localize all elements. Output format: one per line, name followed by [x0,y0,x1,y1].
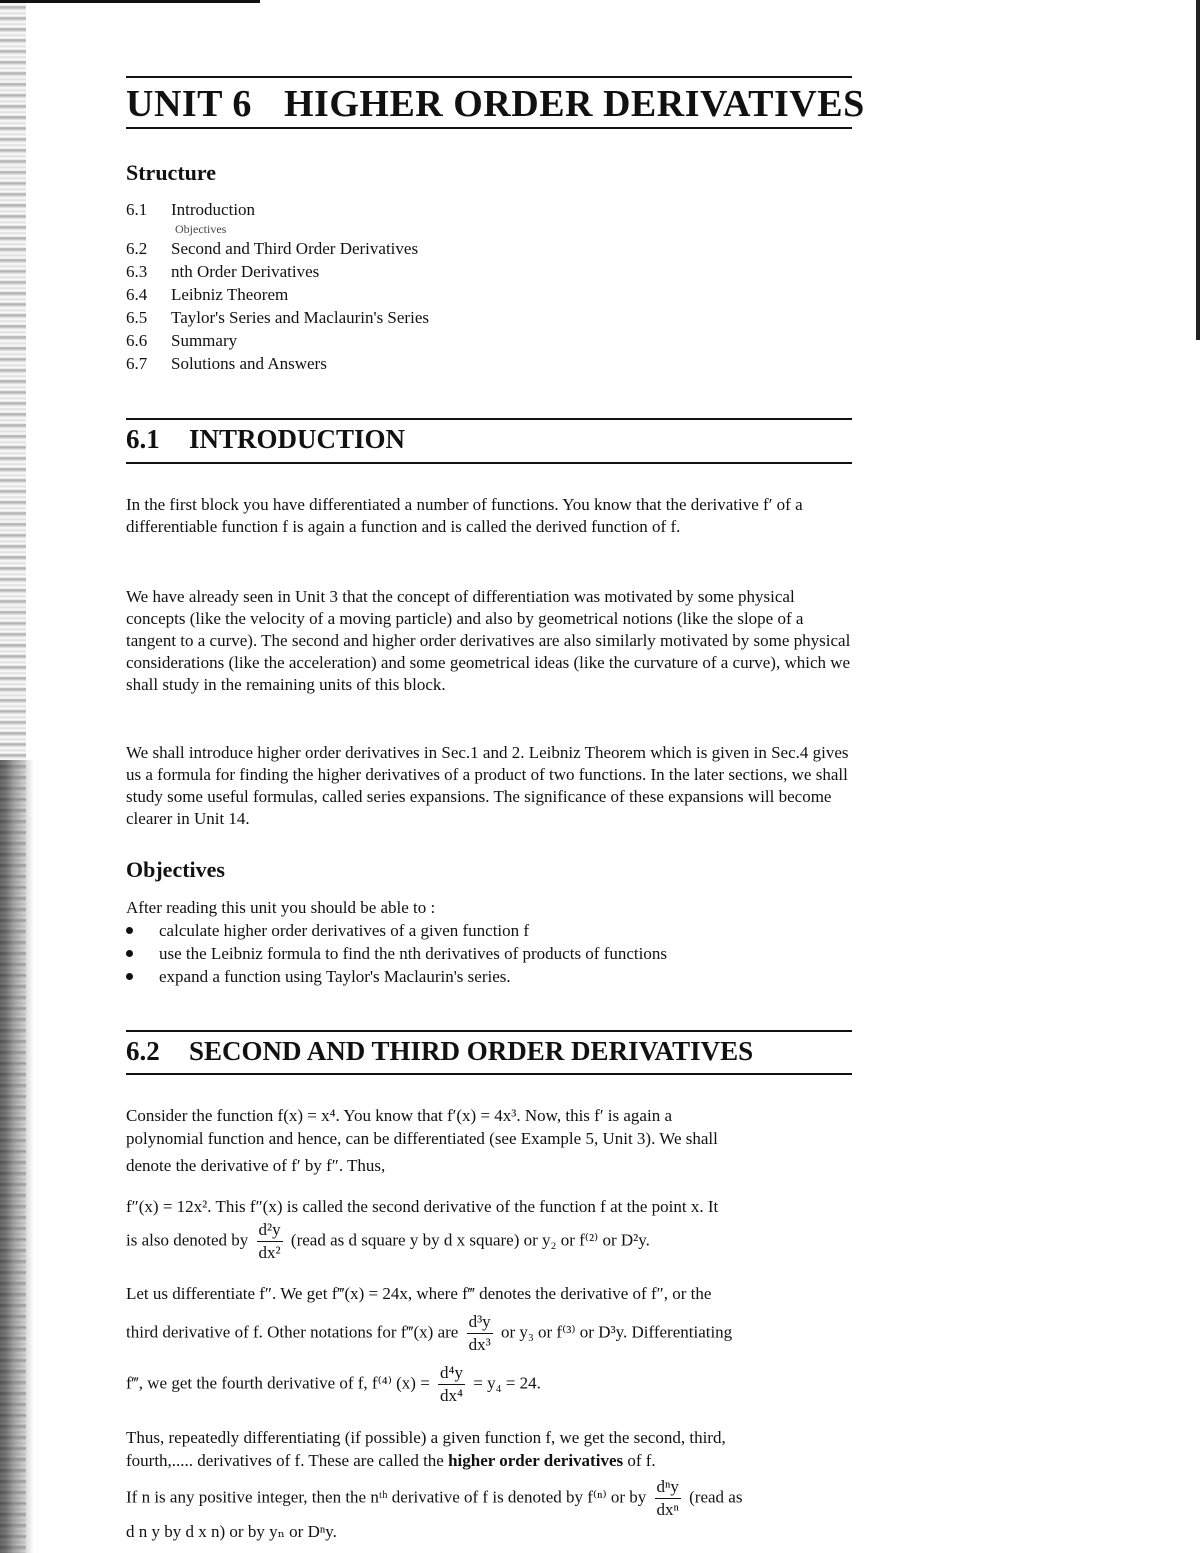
fraction-d3y-dx3: $\frac{\text{d³y}}{\text{dx³}}$ [468,1312,491,1354]
objectives-list [126,896,852,988]
fraction-dny-dxn: $\frac{\text{dⁿy}}{\text{dxⁿ}}$ [656,1477,679,1519]
sec62-rule-bottom [126,1073,852,1075]
fraction-d4y-dx4: $\frac{\text{d⁴y}}{\text{dx⁴}}$ [440,1363,463,1405]
scan-edge-top [0,0,260,3]
sec61-paragraph-2: We have already seen in Unit 3 that the concept of differentiation was motivated by some physical concepts (like the velocity of a moving particle) and also by geometrical notions (like the slope of a tangent to a curve). The second and higher order derivatives are also similarly motivated by some physical considerations (like the acceleration) and some geometrical ideas (like the curvature of a curve), which we shall study in the remaining units of this block. [126,587,851,694]
sec61-heading: 6.1 INTRODUCTION [126,424,406,454]
sec62-rule-top [126,1030,852,1032]
toc-item: 6.5 Taylor's Series and Maclaurin's Series [126,308,429,327]
toc-item: 6.2 Second and Third Order Derivatives [126,239,419,258]
toc-item: 6.4 Leibniz Theorem [126,285,289,304]
toc-item: 6.6 Summary [126,331,238,350]
emphasis-higher-order: higher order derivatives [448,1451,624,1470]
sec61-rule-bottom [126,462,852,464]
sec62-p5-line1: If n is any positive integer, then the nᵗʰ derivative of f is denoted by f⁽ⁿ⁾ or by $\frac{\text{dⁿy}}{\text{dxⁿ}}$ (read as [126,1477,743,1519]
bullet-icon [126,927,133,934]
sec62-p4-line1: Thus, repeatedly differentiating (if possible) a given function f, we get the second, third, [126,1428,726,1447]
structure-list [126,198,429,375]
unit-title [126,82,865,126]
objectives-heading: Objectives [126,857,225,882]
list-item: calculate higher order derivatives of a given function f [126,919,852,942]
scan-edge-right [1196,0,1200,340]
sec61-paragraph-1: In the first block you have differentiated a number of functions. You know that the derivative f′ of a differentiable function f is again a function and is called the derived function of f. [126,495,803,536]
title-rule-top [126,76,852,78]
sec62-p1-line2: polynomial function and hence, can be differentiated (see Example 5, Unit 3). We shall [126,1129,718,1148]
list-item: use the Leibniz formula to find the nth derivatives of products of functions [126,942,852,965]
list-item: expand a function using Taylor's Maclaurin's series. [126,965,852,988]
toc-item: 6.3 nth Order Derivatives [126,262,320,281]
sec62-p4-line2: fourth,..... derivatives of f. These are called the higher order derivatives of f. [126,1451,656,1470]
sec62-p2-line2: is also denoted by $\frac{\text{d²y}}{\text{dx²}}$ (read as d square y by d x square) or y₂ or f⁽²⁾ or D²y. [126,1220,650,1262]
toc-subitem: Objectives [175,222,227,236]
scan-shadow-left [0,760,34,1553]
sec62-p2-line1: f″(x) = 12x². This f″(x) is called the second derivative of the function f at the point x. It [126,1197,719,1216]
sec62-p3-line2: third derivative of f. Other notations for f‴(x) are $\frac{\text{d³y}}{\text{dx³}}$ or y₃ or f⁽³⁾ or D³y. Differentiating [126,1312,733,1354]
toc-item: 6.1 Introduction [126,200,256,219]
sec62-p1-line3: denote the derivative of f′ by f″. Thus, [126,1156,386,1175]
sec62-p3-line3: f‴, we get the fourth derivative of f, f⁽⁴⁾ (x) = $\frac{\text{d⁴y}}{\text{dx⁴}}$ = y₄ = 24. [126,1363,541,1405]
sec62-p5-line2: d n y by d x n) or by yₙ or Dⁿy. [126,1522,337,1541]
structure-heading: Structure [126,160,217,185]
toc-item: 6.7 Solutions and Answers [126,354,327,373]
sec61-paragraph-3: We shall introduce higher order derivatives in Sec.1 and 2. Leibniz Theorem which is given in Sec.4 gives us a formula for finding the higher derivatives of a product of two functions. In the later sections, we shall study some useful formulas, called series expansions. The significance of these expansions will become clearer in Unit 14. [126,743,849,828]
bullet-icon [126,973,133,980]
sec62-p1-line1: Consider the function f(x) = x⁴. You know that f′(x) = 4x³. Now, this f′ is again a [126,1106,672,1125]
sec62-p3-line1: Let us differentiate f″. We get f‴(x) = 24x, where f‴ denotes the derivative of f″, or the [126,1284,712,1303]
sec62-heading: 6.2 SECOND AND THIRD ORDER DERIVATIVES [126,1036,754,1066]
sec61-rule-top [126,418,852,420]
objectives-intro: After reading this unit you should be able to : [126,898,436,917]
bullet-icon [126,950,133,957]
unit-title-text: HIGHER ORDER DERIVATIVES [284,83,865,125]
unit-number: UNIT 6 [126,83,252,125]
fraction-d2y-dx2: $\frac{\text{d²y}}{\text{dx²}}$ [258,1220,281,1262]
title-rule-bottom [126,127,852,129]
